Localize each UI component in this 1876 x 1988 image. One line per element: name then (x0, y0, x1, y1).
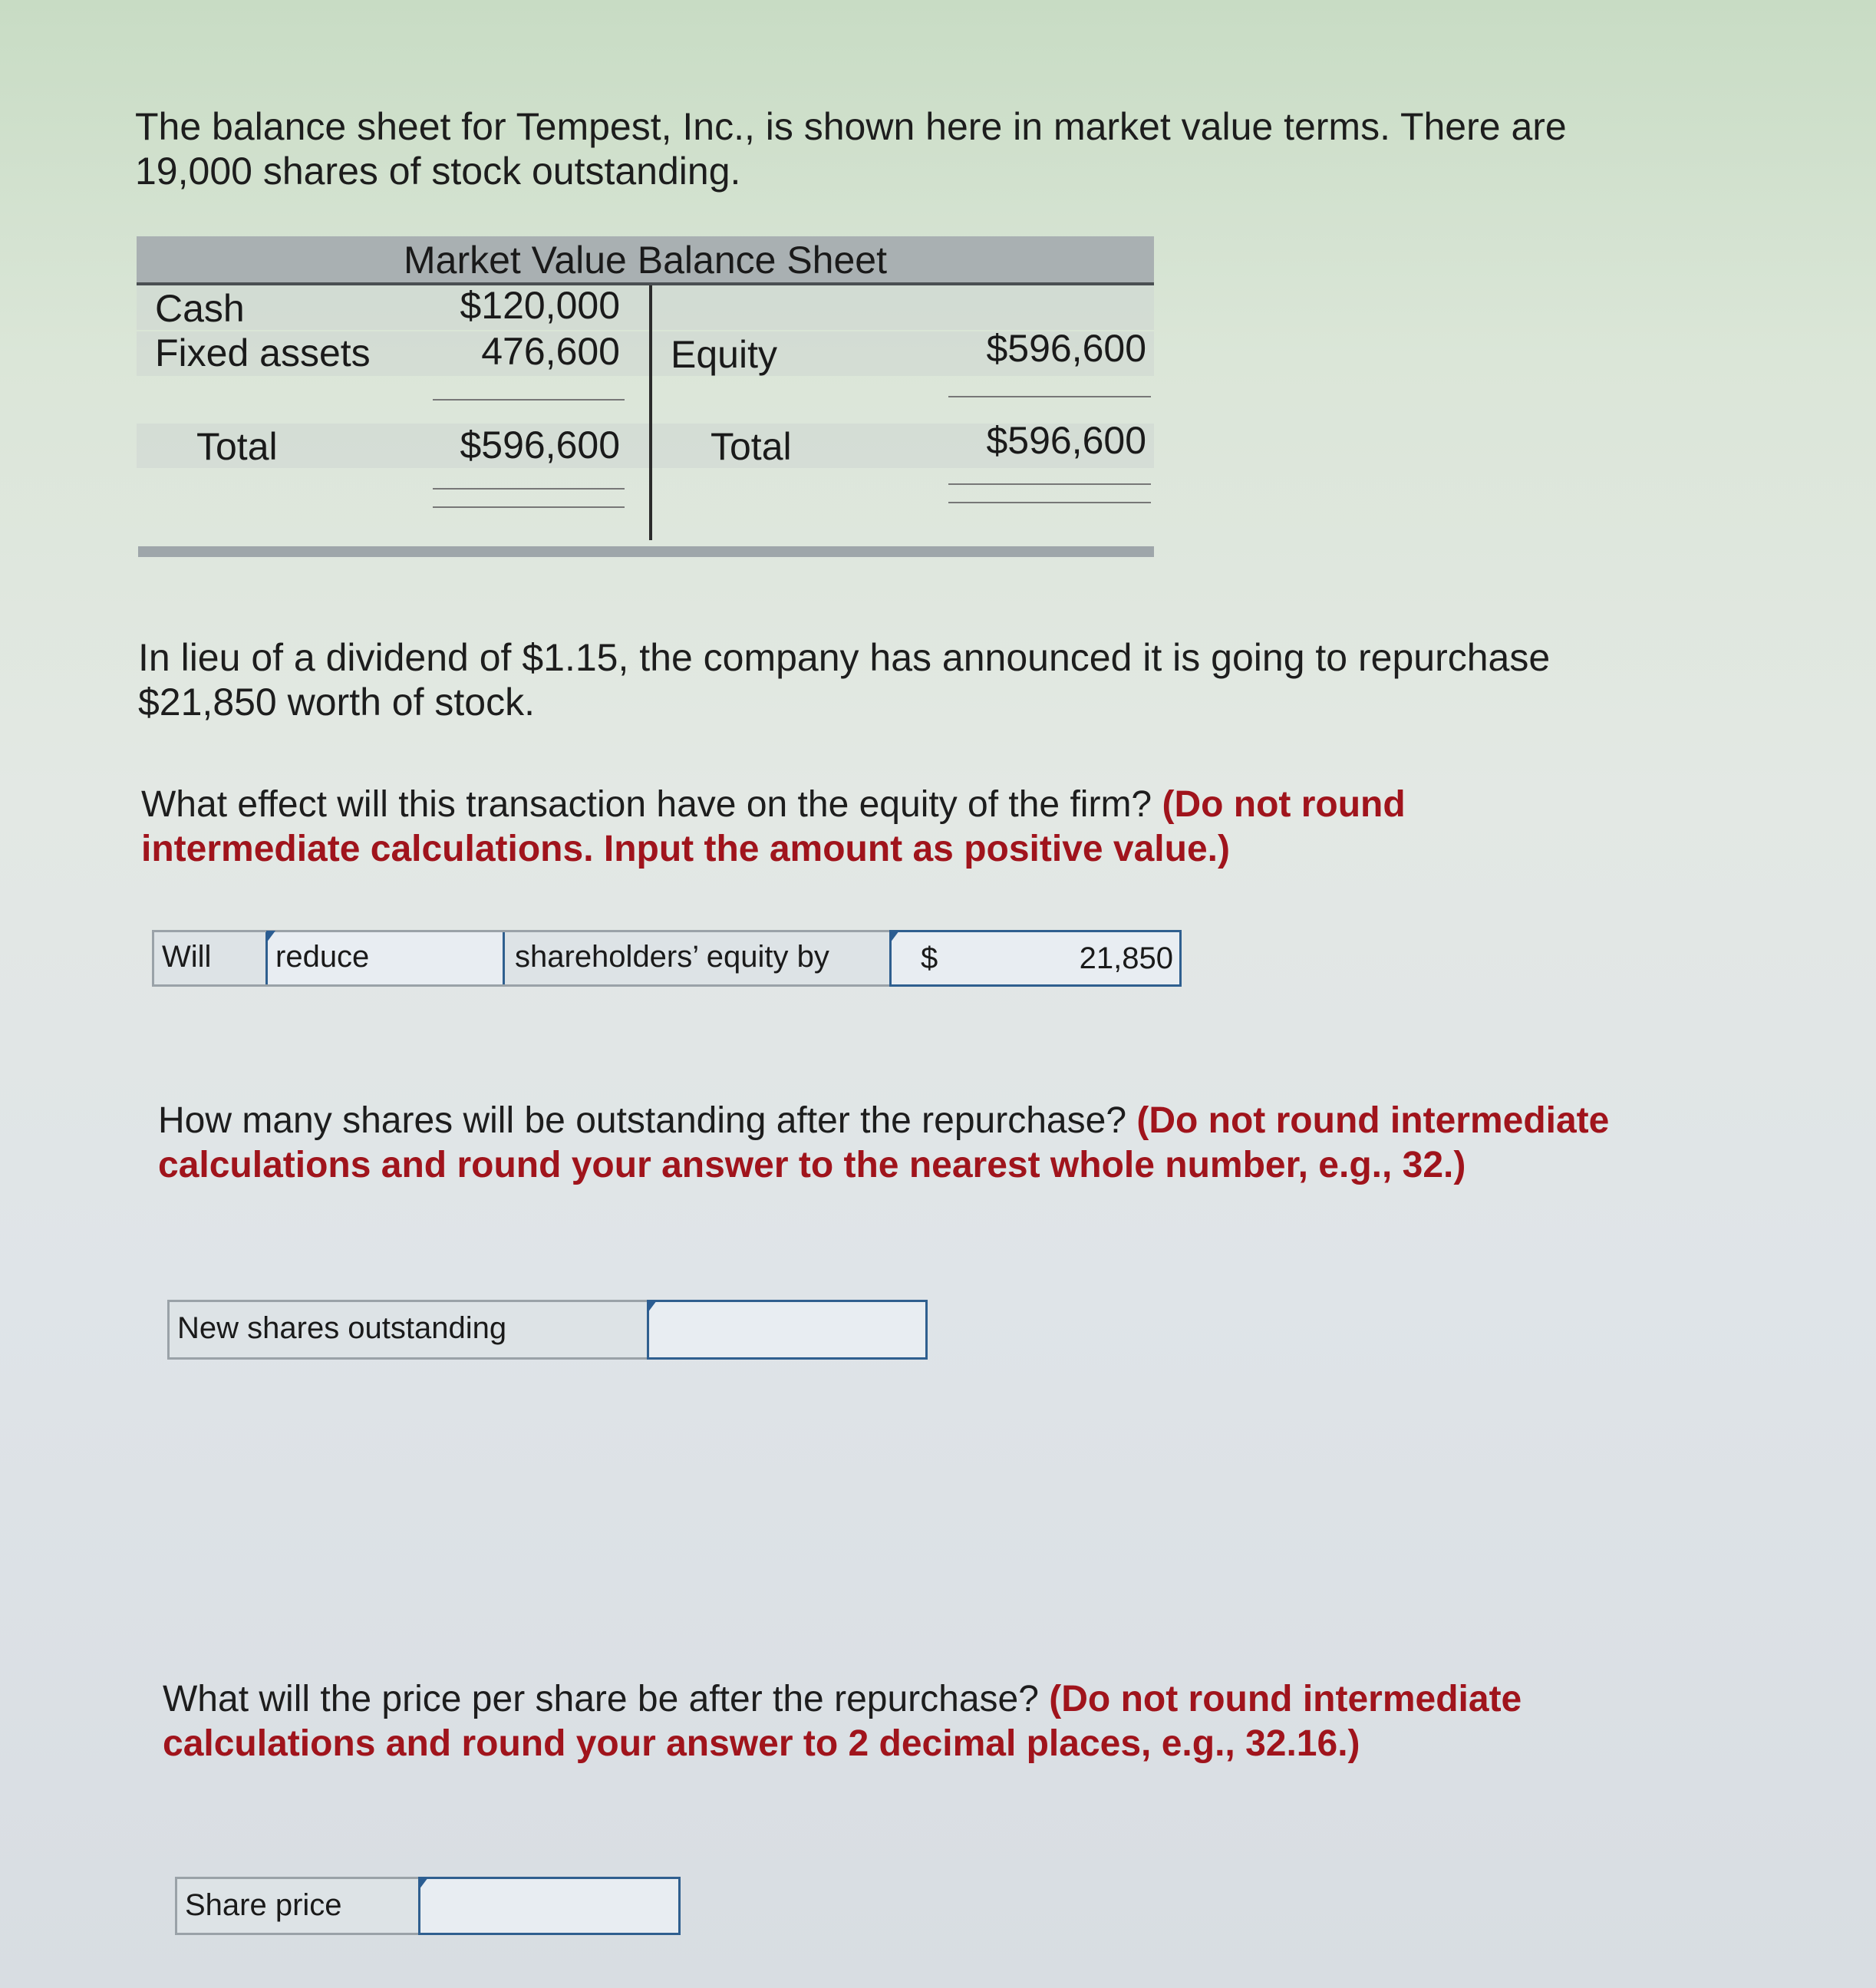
q1-text (141, 783, 1599, 872)
equity-label: Equity (671, 333, 777, 376)
q1-question: What effect will this transaction have on the equity of the firm? (141, 784, 1152, 825)
new-shares-input[interactable] (647, 1300, 928, 1360)
q1-will-label: Will (162, 940, 212, 974)
q2-note: (Do not round intermediate calculations and round your answer to the nearest whole number, e.g., 32.) (158, 1100, 1610, 1185)
equity-value: $596,600 (986, 327, 1146, 370)
share-price-input[interactable] (418, 1877, 681, 1935)
flag-icon (648, 1301, 657, 1313)
cash-value: $120,000 (460, 284, 620, 327)
liabilities-total-value: $596,600 (986, 419, 1146, 462)
flag-icon (266, 931, 275, 943)
liabilities-total-label: Total (711, 425, 792, 468)
effect-select[interactable] (265, 932, 505, 984)
q3-text (163, 1677, 1736, 1766)
effect-select-value: reduce (275, 940, 370, 974)
q3-answer-row (175, 1877, 678, 1935)
balance-sheet-table (137, 236, 1154, 559)
fixed-assets-label: Fixed assets (155, 331, 371, 374)
currency-symbol: $ (921, 941, 938, 975)
intro-text: The balance sheet for Tempest, Inc., is shown here in market value terms. There are 19,000 shares of stock outstanding. (135, 105, 1567, 193)
q3-note: (Do not round intermediate calculations and round your answer to 2 decimal places, e.g., 32.16.) (163, 1679, 1522, 1764)
new-shares-label: New shares outstanding (177, 1311, 507, 1345)
assets-total-label: Total (196, 425, 278, 468)
q3-question: What will the price per share be after the repurchase? (163, 1679, 1039, 1719)
q2-text (158, 1099, 1739, 1188)
balance-sheet-divider (649, 285, 652, 540)
q1-note: (Do not round intermediate calculations. Input the amount as positive value.) (141, 784, 1406, 869)
cash-label: Cash (155, 287, 245, 330)
assets-total-value: $596,600 (460, 424, 620, 467)
share-price-label: Share price (185, 1888, 342, 1922)
balance-sheet-title: Market Value Balance Sheet (403, 239, 887, 282)
balance-sheet-header (137, 236, 1154, 285)
equity-change-amount-value: 21,850 (1079, 941, 1173, 975)
equity-change-amount-input[interactable] (889, 930, 1182, 987)
q2-answer-row (167, 1300, 925, 1360)
q1-middle-label: shareholders’ equity by (515, 940, 829, 974)
q1-answer-row (152, 930, 1182, 987)
q2-question: How many shares will be outstanding after the repurchase? (158, 1100, 1127, 1141)
fixed-assets-value: 476,600 (481, 330, 620, 373)
scenario-text: In lieu of a dividend of $1.15, the company has announced it is going to repurchase $21,850 worth of stock. (138, 636, 1551, 724)
balance-sheet-footer-bar (138, 546, 1154, 557)
flag-icon (419, 1878, 428, 1890)
flag-icon (890, 931, 899, 943)
